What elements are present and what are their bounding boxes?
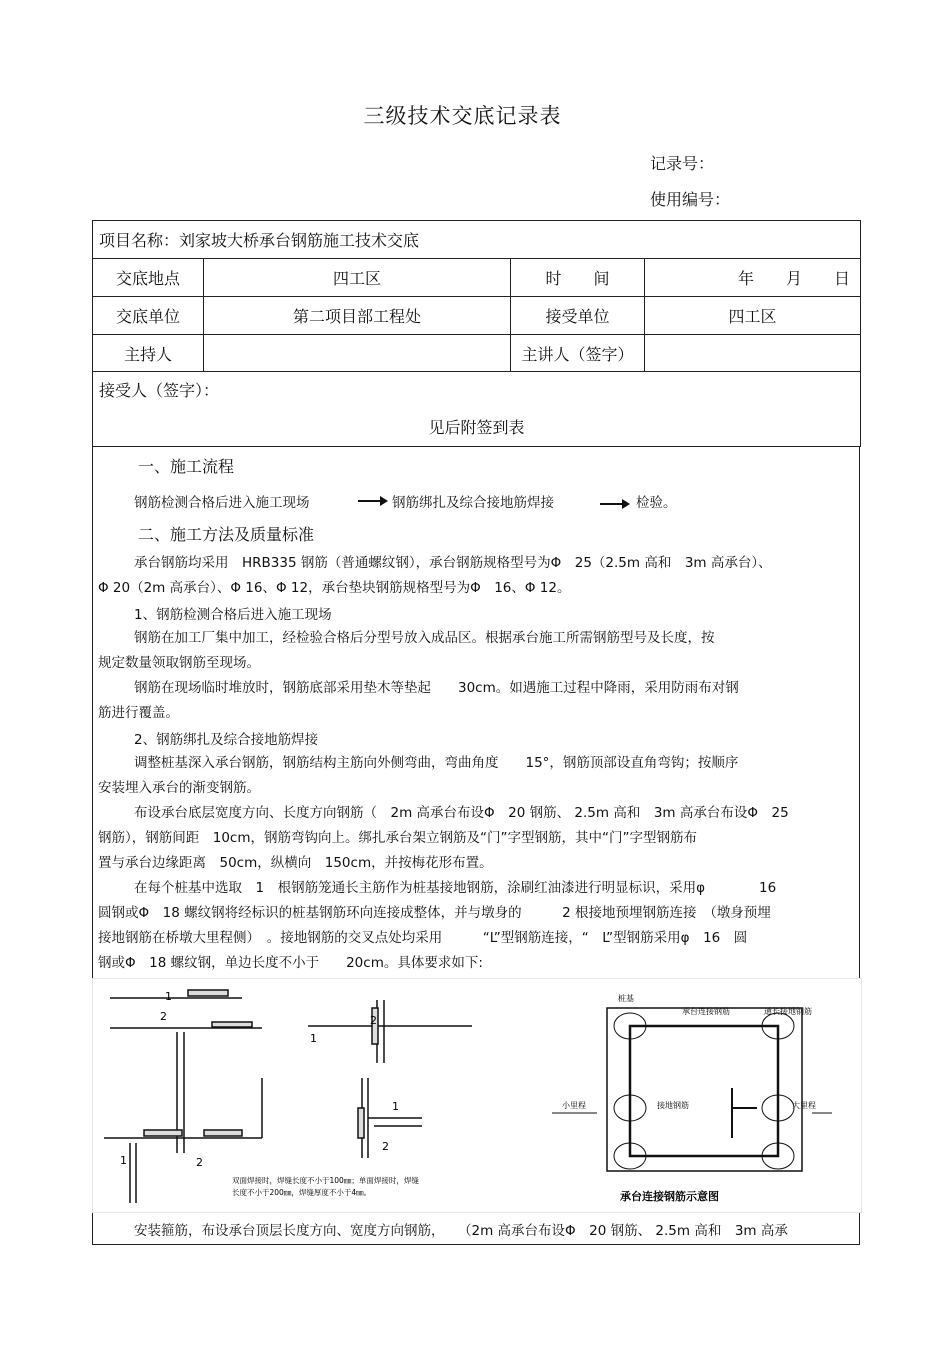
paragraph-line: 布设承台底层宽度方向、长度方向钢筋（ 2m 高承台布设Φ 20 钢筋、 2.5m 高和 3m 高承台布设Φ 25 [134,805,789,821]
label-1: 1 [120,1154,127,1167]
receiving-unit-label: 接受单位 [511,297,645,335]
label-1: 1 [165,990,172,1003]
pile-label: 桩基 [618,994,634,1003]
label-2: 2 [196,1156,203,1169]
label-1: 1 [392,1100,399,1113]
host-label: 主持人 [93,335,204,372]
record-number-label: 记录号： [650,154,715,173]
place-label: 交底地点 [93,259,204,297]
long-bar-label: 通长接地钢筋 [764,1007,812,1016]
host-value [204,335,511,372]
paragraph-line: 钢或Φ 18 螺纹钢，单边长度不小于 20cm。具体要求如下: [98,955,483,971]
place-value: 四工区 [204,259,511,297]
tie-bar-label: 承台连接钢筋 [682,1007,730,1016]
paragraph-line: 承台钢筋均采用 HRB335 钢筋（普通螺纹钢），承台钢筋规格型号为Φ 25（2.5m 高和 3m 高承台）、 [134,555,772,571]
paragraph-line: 安装埋入承台的渐变钢筋。 [98,780,260,796]
label-2: 2 [382,1140,389,1153]
large-mileage-label: 大里程 [792,1101,816,1110]
flow-step-2: 钢筋绑扎及综合接地筋焊接 [392,495,554,511]
label-2: 2 [370,1014,377,1027]
unit-label: 交底单位 [93,297,204,335]
date-month: 月 [785,269,802,288]
use-number-label: 使用编号： [650,190,731,209]
receiver-label: 接受人（签字）： [99,381,220,400]
figure-caption: 承台连接钢筋示意图 [620,1190,719,1203]
receiver-note: 见后附签到表 [428,418,525,437]
small-mileage-label: 小里程 [562,1101,586,1110]
label-2: 2 [160,1010,167,1023]
section-2-heading: 二、施工方法及质量标准 [138,525,315,544]
date-day: 日 [834,269,851,288]
paragraph-line: 钢筋），钢筋间距 10cm，钢筋弯钩向上。绑扎承台架立钢筋及“门”字型钢筋，其中“门”字型钢筋布 [98,830,697,846]
paragraph-line: Φ 20（2m 高承台）、Φ 16、Φ 12，承台垫块钢筋规格型号为Φ 16、Φ 12。 [98,580,571,596]
ground-bar-label: 接地钢筋 [657,1101,689,1110]
paragraph-line: 圆钢或Φ 18 螺纹钢将经标识的桩基钢筋环向连接成整体，并与墩身的 2 根接地预埋钢筋连接 （墩身预埋 [98,905,771,921]
receiver-cell [93,372,861,447]
document-title: 三级技术交底记录表 [363,104,562,128]
speaker-label: 主讲人（签字） [511,335,645,372]
project-name: 项目名称：刘家坡大桥承台钢筋施工技术交底 [93,221,861,259]
date-year: 年 [737,269,754,288]
flow-step-3: 检验。 [636,495,677,511]
flow-step-1: 钢筋检测合格后进入施工现场 [134,495,310,511]
subheading-1: 1、钢筋检测合格后进入施工现场 [134,607,332,623]
weld-note-line-1: 双面焊接时，焊缝长度不小于100㎜；单面焊接时，焊缝 [232,1176,419,1185]
paragraph-line: 安装箍筋，布设承台顶层长度方向、宽度方向钢筋， （2m 高承台布设Φ 20 钢筋、 2.5m 高和 3m 高承 [134,1223,788,1239]
date-value [645,259,861,297]
header-table [92,220,861,447]
rebar-welding-figure [92,978,862,1213]
unit-value: 第二项目部工程处 [204,297,511,335]
paragraph-line: 筋进行覆盖。 [98,705,179,721]
paragraph-line: 置与承台边缘距离 50cm，纵横向 150cm，并按梅花形布置。 [98,855,493,871]
receiving-unit-value: 四工区 [645,297,861,335]
paragraph-line: 规定数量领取钢筋至现场。 [98,655,260,671]
paragraph-line: 钢筋在现场临时堆放时，钢筋底部采用垫木等垫起 30cm。如遇施工过程中降雨，采用防雨布对钢 [134,680,739,696]
paragraph-line: 接地钢筋在桥墩大里程侧） 。接地钢筋的交叉点处均采用 “L”型钢筋连接，“ L”型钢筋采用φ 16 圆 [98,930,748,946]
speaker-value [645,335,861,372]
paragraph-line: 调整桩基深入承台钢筋，钢筋结构主筋向外侧弯曲，弯曲角度 15°，钢筋顶部设直角弯钩；按顺序 [134,755,739,771]
weld-note-line-2: 长度不小于200㎜，焊缝厚度不小于4㎜。 [232,1188,372,1197]
subheading-2: 2、钢筋绑扎及综合接地筋焊接 [134,732,319,748]
time-label: 时 间 [511,259,645,297]
paragraph-line: 在每个桩基中选取 1 根钢筋笼通长主筋作为桩基接地钢筋，涂刷红油漆进行明显标识，采用φ 16 [134,880,777,896]
section-1-heading: 一、施工流程 [138,457,235,476]
flow-arrow-1 [358,500,382,502]
label-1: 1 [310,1032,317,1045]
paragraph-line: 钢筋在加工厂集中加工，经检验合格后分型号放入成品区。根据承台施工所需钢筋型号及长度，按 [134,630,715,646]
flow-arrow-2 [600,503,624,505]
